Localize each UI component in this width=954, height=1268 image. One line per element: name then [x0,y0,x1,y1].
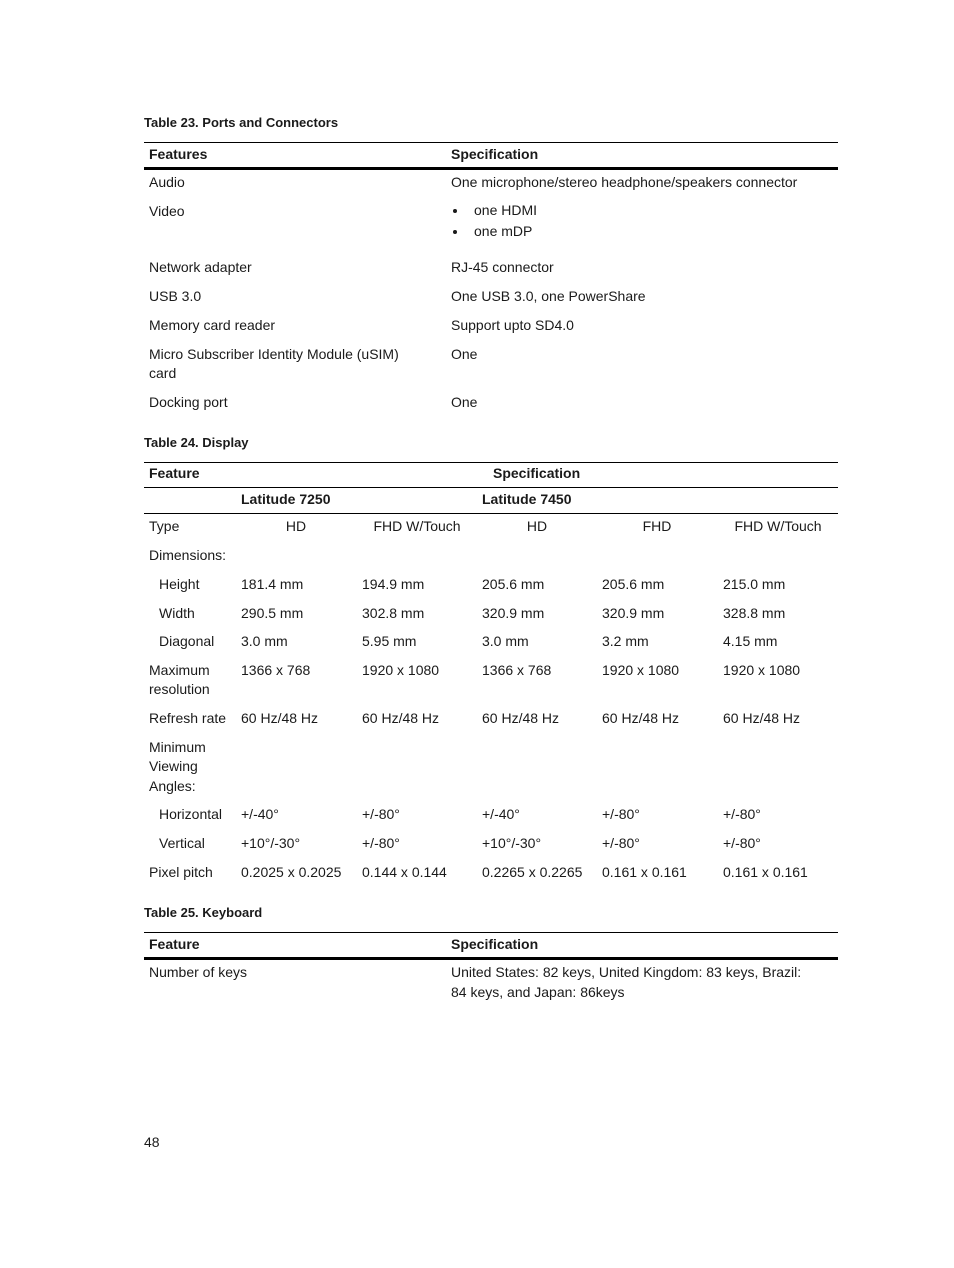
table-24-header-feature: Feature [149,465,200,481]
table-row-usim-feature-line-2: card [149,365,177,381]
table-row-height-label: Height [159,576,200,592]
table-cell-max-resolution: 1920 x 1080 [362,662,440,678]
table-23-top-rule [144,142,838,143]
table-row-viewing-angles-label-line-3: Angles: [149,778,196,794]
table-cell-type: FHD [642,518,672,534]
table-row-audio-feature: Audio [149,174,185,190]
table-row-vertical-label: Vertical [159,835,205,851]
table-cell-horizontal: +/-80° [362,806,400,822]
table-cell-vertical: +/-80° [723,835,761,851]
table-row-keys-feature: Number of keys [149,964,248,980]
table-row-audio-spec: One microphone/stereo headphone/speakers connector [451,174,798,190]
table-row-video-spec-list [451,200,537,242]
table-23-header-specification: Specification [451,146,539,162]
table-25-header-rule [144,957,838,960]
table-cell-max-resolution: 1920 x 1080 [723,662,801,678]
table-cell-width: 290.5 mm [241,605,304,621]
table-cell-diagonal: 3.0 mm [241,633,288,649]
table-cell-vertical: +10°/-30° [482,835,542,851]
table-cell-height: 181.4 mm [241,576,304,592]
table-cell-width: 302.8 mm [362,605,425,621]
table-cell-height: 215.0 mm [723,576,786,592]
table-cell-pixel-pitch: 0.161 x 0.161 [723,864,808,880]
table-cell-width: 328.8 mm [723,605,786,621]
table-24-model-latitude-7450: Latitude 7450 [482,491,572,507]
table-24-header-specification: Specification [493,465,581,481]
table-row-horizontal-label: Horizontal [159,806,223,822]
table-25-caption: Table 25. Keyboard [144,905,263,920]
table-row-refresh-rate-label: Refresh rate [149,710,227,726]
table-24-caption: Table 24. Display [144,435,249,450]
table-cell-height: 205.6 mm [482,576,545,592]
table-25-top-rule [144,932,838,933]
table-cell-diagonal: 5.95 mm [362,633,417,649]
table-cell-pixel-pitch: 0.2265 x 0.2265 [482,864,583,880]
table-23-header-features: Features [149,146,208,162]
table-23-header-rule [144,167,838,170]
table-cell-refresh-rate: 60 Hz/48 Hz [602,710,680,726]
table-24-model-latitude-7250: Latitude 7250 [241,491,331,507]
table-cell-pixel-pitch: 0.161 x 0.161 [602,864,687,880]
table-cell-type: FHD W/Touch [734,518,822,534]
table-24-top-rule [144,462,838,463]
table-cell-diagonal: 4.15 mm [723,633,778,649]
table-cell-horizontal: +/-40° [482,806,520,822]
table-cell-vertical: +/-80° [362,835,400,851]
table-cell-width: 320.9 mm [482,605,545,621]
table-cell-refresh-rate: 60 Hz/48 Hz [241,710,319,726]
table-25-header-feature: Feature [149,936,200,952]
table-row-usim-spec: One [451,346,478,362]
table-row-type-label: Type [149,518,180,534]
table-25-header-specification: Specification [451,936,539,952]
table-row-card-reader-feature: Memory card reader [149,317,276,333]
table-row-network-spec: RJ-45 connector [451,259,554,275]
table-row-network-feature: Network adapter [149,259,252,275]
table-row-viewing-angles-label-line-2: Viewing [149,758,198,774]
table-cell-pixel-pitch: 0.144 x 0.144 [362,864,447,880]
table-row-docking-spec: One [451,394,478,410]
list-item: one mDP [451,221,537,242]
table-cell-horizontal: +/-80° [723,806,761,822]
table-cell-horizontal: +/-40° [241,806,279,822]
table-row-width-label: Width [159,605,195,621]
table-cell-height: 205.6 mm [602,576,665,592]
table-row-usb-feature: USB 3.0 [149,288,202,304]
table-row-max-resolution-label-line-1: Maximum [149,662,210,678]
table-cell-refresh-rate: 60 Hz/48 Hz [482,710,560,726]
table-row-keys-spec-line-2: 84 keys, and Japan: 86keys [451,984,625,1000]
page-number: 48 [144,1134,160,1150]
table-cell-width: 320.9 mm [602,605,665,621]
table-cell-pixel-pitch: 0.2025 x 0.2025 [241,864,342,880]
table-23-caption: Table 23. Ports and Connectors [144,115,339,130]
table-24-header-rule [144,513,838,514]
table-row-video-feature: Video [149,203,185,219]
table-cell-height: 194.9 mm [362,576,425,592]
table-cell-max-resolution: 1366 x 768 [482,662,552,678]
table-cell-type: FHD W/Touch [373,518,461,534]
table-row-keys-spec-line-1: United States: 82 keys, United Kingdom: 83 keys, Brazil: [451,964,802,980]
table-cell-type: HD [526,518,548,534]
table-cell-refresh-rate: 60 Hz/48 Hz [362,710,440,726]
table-row-viewing-angles-label-line-1: Minimum [149,739,206,755]
table-cell-diagonal: 3.0 mm [482,633,529,649]
table-row-max-resolution-label-line-2: resolution [149,681,210,697]
table-row-dimensions-label: Dimensions: [149,547,227,563]
table-cell-type: HD [285,518,307,534]
table-cell-vertical: +/-80° [602,835,640,851]
table-row-usb-spec: One USB 3.0, one PowerShare [451,288,646,304]
table-cell-horizontal: +/-80° [602,806,640,822]
table-cell-vertical: +10°/-30° [241,835,301,851]
table-cell-diagonal: 3.2 mm [602,633,649,649]
table-cell-max-resolution: 1366 x 768 [241,662,311,678]
table-cell-refresh-rate: 60 Hz/48 Hz [723,710,801,726]
table-row-diagonal-label: Diagonal [159,633,215,649]
table-cell-max-resolution: 1920 x 1080 [602,662,680,678]
table-24-model-rule [144,487,838,488]
list-item: one HDMI [451,200,537,221]
table-row-usim-feature-line-1: Micro Subscriber Identity Module (uSIM) [149,346,399,362]
table-row-pixel-pitch-label: Pixel pitch [149,864,213,880]
table-row-card-reader-spec: Support upto SD4.0 [451,317,574,333]
table-row-docking-feature: Docking port [149,394,228,410]
